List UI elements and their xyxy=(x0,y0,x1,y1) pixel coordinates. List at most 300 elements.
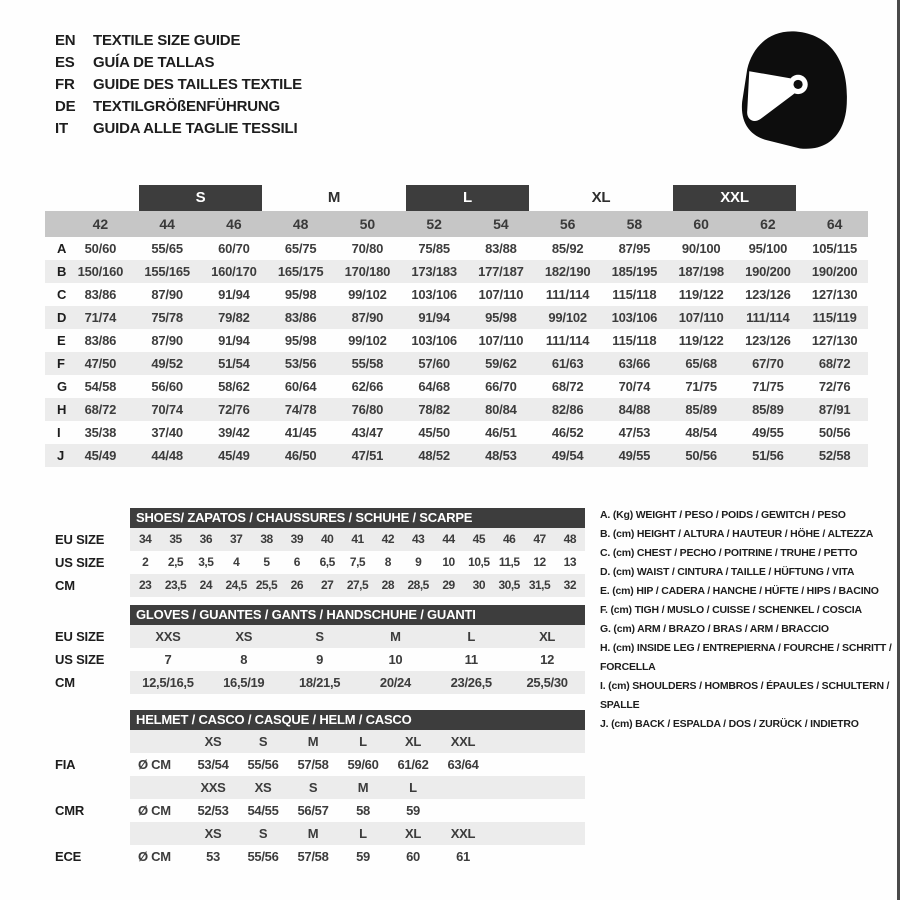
size-value-cell: 20/24 xyxy=(379,675,411,690)
size-value-cell: 35 xyxy=(169,532,182,546)
size-value-cell: 95/98 xyxy=(284,333,317,348)
diameter-unit-cell: Ø CM xyxy=(138,757,171,772)
size-value-cell: 160/170 xyxy=(211,264,257,279)
size-value-cell: 44 xyxy=(442,532,455,546)
size-value-cell: 48/53 xyxy=(485,448,517,463)
size-value-cell: 185/195 xyxy=(611,264,658,279)
size-value-cell: 45/49 xyxy=(84,448,117,463)
size-column-header: 44 xyxy=(159,216,175,232)
shoes-row-label: CM xyxy=(55,578,75,593)
corner-cell xyxy=(45,211,67,237)
size-value-cell: 6 xyxy=(293,555,300,569)
size-value-cell: 173/183 xyxy=(411,264,457,279)
size-value-cell: 70/74 xyxy=(618,379,651,394)
size-value-cell: 91/94 xyxy=(218,333,250,348)
helmet-size-cell: XL xyxy=(404,826,421,841)
row-label: G xyxy=(57,379,67,394)
helmet-value-cell: 59 xyxy=(356,849,370,864)
row-label: C xyxy=(57,287,67,302)
size-value-cell: 65/68 xyxy=(685,356,717,371)
size-value-cell: 63/66 xyxy=(618,356,651,371)
size-value-cell: 83/86 xyxy=(84,333,117,348)
size-value-cell: 42 xyxy=(381,532,394,546)
size-value-cell: 155/165 xyxy=(144,264,190,279)
unit-cell xyxy=(130,822,188,845)
size-value-cell: 48 xyxy=(563,532,576,546)
size-value-cell: 79/82 xyxy=(218,310,250,325)
helmet-value-cell: 55/56 xyxy=(247,849,279,864)
row-label: A xyxy=(57,241,67,256)
size-value-cell: 43/47 xyxy=(351,425,384,440)
size-value-cell: 46 xyxy=(502,532,516,546)
size-value-cell: 127/130 xyxy=(811,333,858,348)
size-value-cell: 111/114 xyxy=(746,310,790,325)
helmet-value-cell: 55/56 xyxy=(247,757,279,772)
helmet-size-cell: S xyxy=(258,734,268,749)
guide-title: GUIDE DES TAILLES TEXTILE xyxy=(93,76,302,93)
size-value-cell: 84/88 xyxy=(618,402,651,417)
size-column-header: 52 xyxy=(426,216,442,232)
size-value-cell: 31,5 xyxy=(528,578,551,592)
size-value-cell: 34 xyxy=(138,532,152,546)
gloves-row xyxy=(55,671,585,694)
size-value-cell: 115/118 xyxy=(612,333,657,348)
size-value-cell: 39/42 xyxy=(218,425,250,440)
diameter-unit-cell: Ø CM xyxy=(138,849,171,864)
size-value-cell: 83/86 xyxy=(84,287,117,302)
helmet-size-labels xyxy=(130,822,585,845)
size-value-cell: 36 xyxy=(199,532,212,546)
helmet-size-cell: XS xyxy=(254,780,272,795)
size-value-cell: 2 xyxy=(142,555,149,569)
helmet-size-cell: M xyxy=(357,780,369,795)
size-value-cell: 70/80 xyxy=(351,241,384,256)
helmet-size-cell: XXL xyxy=(450,826,476,841)
guide-title: GUÍA DE TALLAS xyxy=(93,54,215,71)
helmet-sizes-row-fia xyxy=(55,730,585,753)
size-value-cell: 49/54 xyxy=(551,448,584,463)
gloves-row xyxy=(55,625,585,648)
size-value-cell: 30 xyxy=(472,578,485,592)
helmet-value-cell: 53/54 xyxy=(197,757,229,772)
helmet-sizes-row-ece xyxy=(55,822,585,845)
size-value-cell: 190/200 xyxy=(811,264,858,279)
size-value-cell: 90/100 xyxy=(681,241,721,256)
size-value-cell: 50/60 xyxy=(84,241,117,256)
helmet-value-cell xyxy=(438,799,488,822)
size-value-cell: 64/68 xyxy=(418,379,450,394)
size-value-cell: XL xyxy=(539,629,556,644)
size-value-cell: 72/76 xyxy=(818,379,851,394)
measurement-row-c xyxy=(45,283,868,306)
size-value-cell: 107/110 xyxy=(478,333,524,348)
gloves-size-table xyxy=(55,605,585,694)
size-number-header-row xyxy=(45,211,868,237)
size-value-cell: 107/110 xyxy=(678,310,724,325)
size-value-cell: 60/70 xyxy=(218,241,250,256)
size-value-cell: 83/88 xyxy=(485,241,517,256)
unit-cell xyxy=(130,730,188,753)
size-value-cell: 103/106 xyxy=(411,287,457,302)
gloves-values xyxy=(130,671,585,694)
size-value-cell: 91/94 xyxy=(218,287,250,302)
measurement-rows xyxy=(45,237,868,467)
size-value-cell: S xyxy=(315,629,324,644)
size-value-cell: 62/66 xyxy=(351,379,384,394)
helmet-value-cell: 57/58 xyxy=(297,757,329,772)
filler-cell xyxy=(488,822,585,845)
size-value-cell: 123/126 xyxy=(745,333,791,348)
size-value-cell: 10,5 xyxy=(468,555,490,569)
size-value-cell: 9 xyxy=(316,652,324,667)
filler-cell xyxy=(488,730,585,753)
shoes-row-label: US SIZE xyxy=(55,555,105,570)
size-value-cell: 119/122 xyxy=(678,287,724,302)
size-value-cell: 85/89 xyxy=(752,402,784,417)
measurement-row-i xyxy=(45,421,868,444)
size-band-l: L xyxy=(406,185,530,211)
helmet-value-cell: 60 xyxy=(406,849,420,864)
measurement-row-a xyxy=(45,237,868,260)
size-value-cell: 87/91 xyxy=(818,402,851,417)
size-value-cell: 7 xyxy=(164,652,172,667)
size-value-cell: XXS xyxy=(155,629,181,644)
size-column-header: 64 xyxy=(826,216,843,232)
shoes-values xyxy=(130,551,585,574)
size-value-cell: 182/190 xyxy=(544,264,591,279)
helmet-size-labels xyxy=(130,776,585,799)
helmet-value-cell: 54/55 xyxy=(247,803,279,818)
size-value-cell: 53/56 xyxy=(284,356,317,371)
shoes-row-label: EU SIZE xyxy=(55,532,105,547)
helmet-standard-label: ECE xyxy=(55,849,82,864)
size-value-cell: 10 xyxy=(388,652,403,667)
row-label: E xyxy=(57,333,66,348)
helmet-size-cell: M xyxy=(307,734,319,749)
helmet-values-row-fia xyxy=(55,753,585,776)
size-value-cell: 3,5 xyxy=(198,555,214,569)
helmet-size-labels xyxy=(130,730,585,753)
size-value-cell: 170/180 xyxy=(344,264,391,279)
diameter-unit-cell: Ø CM xyxy=(138,803,171,818)
size-value-cell: 8 xyxy=(240,652,248,667)
helmet-size-cell: XXL xyxy=(450,734,476,749)
size-value-cell: 76/80 xyxy=(351,402,384,417)
legend-item: A. (Kg) WEIGHT / PESO / POIDS / GEWITCH / PESO xyxy=(600,509,846,521)
size-value-cell: 115/118 xyxy=(612,287,657,302)
size-value-cell: 78/82 xyxy=(418,402,450,417)
size-value-cell: 70/74 xyxy=(151,402,183,417)
shoes-row xyxy=(55,574,585,597)
size-value-cell: 48/52 xyxy=(418,448,450,463)
size-value-cell: 99/102 xyxy=(348,287,387,302)
size-value-cell: 74/78 xyxy=(284,402,317,417)
helmet-size-cell: M xyxy=(307,826,319,841)
size-value-cell: 9 xyxy=(415,555,422,569)
size-value-cell: 51/54 xyxy=(218,356,250,371)
helmet-size-cell: L xyxy=(359,826,367,841)
size-value-cell: 7,5 xyxy=(349,555,366,569)
size-value-cell: 28 xyxy=(381,578,394,592)
language-code: DE xyxy=(55,98,76,115)
helmet-table-title: HELMET / CASCO / CASQUE / HELM / CASCO xyxy=(130,710,585,730)
size-value-cell: 47 xyxy=(533,532,546,546)
size-value-cell: 23/26,5 xyxy=(450,675,492,690)
size-value-cell: 150/160 xyxy=(77,264,124,279)
gloves-row-label: EU SIZE xyxy=(55,629,105,644)
size-value-cell: 59/62 xyxy=(485,356,517,371)
helmet-values-row-ece xyxy=(55,845,585,868)
size-value-cell: 99/102 xyxy=(548,310,587,325)
size-value-cell: 99/102 xyxy=(348,333,387,348)
measurement-row-g xyxy=(45,375,868,398)
language-code: FR xyxy=(55,76,75,93)
size-value-cell: 187/198 xyxy=(678,264,724,279)
size-value-cell: 26 xyxy=(290,578,303,592)
size-value-cell: 49/55 xyxy=(752,425,784,440)
size-value-cell: 61/63 xyxy=(551,356,584,371)
size-value-cell: 95/98 xyxy=(284,287,317,302)
size-value-cell: 13 xyxy=(563,555,576,569)
gloves-table-title: GLOVES / GUANTES / GANTS / HANDSCHUHE / GUANTI xyxy=(130,605,585,625)
size-value-cell: 29 xyxy=(442,578,455,592)
helmet-size-cell: S xyxy=(308,780,318,795)
helmet-size-cell: XS xyxy=(204,734,222,749)
language-code: IT xyxy=(55,120,68,137)
size-value-cell: M xyxy=(390,629,401,644)
size-band-m: M xyxy=(327,189,341,206)
measurement-row-d xyxy=(45,306,868,329)
size-value-cell: 111/114 xyxy=(545,287,590,302)
size-value-cell: 39 xyxy=(290,532,303,546)
size-column-header: 42 xyxy=(92,216,109,232)
size-value-cell: 127/130 xyxy=(811,287,858,302)
helmet-standard-values xyxy=(130,845,585,868)
helmet-sizes-row-cmr xyxy=(55,776,585,799)
row-label: J xyxy=(57,448,65,463)
helmet-standard-label: CMR xyxy=(55,803,85,818)
size-value-cell: 45/50 xyxy=(418,425,450,440)
size-band-xxl: XXL xyxy=(673,185,797,211)
size-value-cell: 72/76 xyxy=(218,402,250,417)
size-column-header: 58 xyxy=(626,216,643,232)
size-value-cell: 91/94 xyxy=(418,310,450,325)
gloves-values xyxy=(130,648,585,671)
size-value-cell: 55/58 xyxy=(351,356,384,371)
helmet-value-cell: 56/57 xyxy=(297,803,329,818)
size-value-cell: 85/92 xyxy=(551,241,584,256)
size-value-cell: 27,5 xyxy=(346,578,369,592)
helmet-value-cell: 63/64 xyxy=(447,757,479,772)
helmet-size-cell: L xyxy=(409,780,417,795)
size-value-cell: 11 xyxy=(464,652,478,667)
size-value-cell: 83/86 xyxy=(284,310,317,325)
shoes-row xyxy=(55,528,585,551)
size-value-cell: 8 xyxy=(384,555,391,569)
size-value-cell: 5 xyxy=(263,555,270,569)
helmet-value-cell: 61/62 xyxy=(397,757,429,772)
size-value-cell: 25,5 xyxy=(255,578,278,592)
size-column-header: 62 xyxy=(760,216,776,232)
size-value-cell: 35/38 xyxy=(84,425,117,440)
size-value-cell: 45/49 xyxy=(218,448,250,463)
measurement-row-e xyxy=(45,329,868,352)
size-value-cell: 87/90 xyxy=(151,333,183,348)
row-label: B xyxy=(57,264,67,279)
size-value-cell: 25,5/30 xyxy=(526,675,568,690)
filler-cell xyxy=(488,776,585,799)
helmet-size-cell: XL xyxy=(404,734,421,749)
size-value-cell: 27 xyxy=(320,578,334,592)
size-value-cell: 66/70 xyxy=(485,379,517,394)
helmet-size-cell: XS xyxy=(204,826,222,841)
size-band-xl: XL xyxy=(591,189,611,206)
size-value-cell: 115/119 xyxy=(812,310,857,325)
size-value-cell: 105/115 xyxy=(812,241,858,256)
size-value-cell: 41 xyxy=(351,532,364,546)
helmet-row-label xyxy=(55,822,130,845)
size-value-cell: 68/72 xyxy=(84,402,117,417)
size-value-cell: L xyxy=(467,629,476,644)
size-value-cell: 12,5/16,5 xyxy=(142,675,194,690)
measurement-row-f xyxy=(45,352,868,375)
size-value-cell: 67/70 xyxy=(752,356,784,371)
size-value-cell: 45 xyxy=(472,532,485,546)
size-value-cell: 4 xyxy=(233,555,240,569)
measurement-row-h xyxy=(45,398,868,421)
size-column-header: 60 xyxy=(693,216,709,232)
shoes-table-title: SHOES/ ZAPATOS / CHAUSSURES / SCHUHE / SCARPE xyxy=(130,508,585,528)
size-value-cell: 119/122 xyxy=(678,333,724,348)
helmet-standard-values xyxy=(130,799,585,822)
size-value-cell: 46/52 xyxy=(551,425,584,440)
legend-item: G. (cm) ARM / BRAZO / BRAS / ARM / BRACCIO xyxy=(600,623,829,635)
filler-cell xyxy=(488,799,585,822)
unit-cell xyxy=(130,776,188,799)
filler-cell xyxy=(488,753,585,776)
legend-item: F. (cm) TIGH / MUSLO / CUISSE / SCHENKEL / COSCIA xyxy=(600,604,862,616)
accessory-size-tables xyxy=(55,508,585,868)
language-code: EN xyxy=(55,32,76,49)
legend-item: I. (cm) SHOULDERS / HOMBROS / ÉPAULES / SCHULTERN / SPALLE xyxy=(600,680,890,711)
size-value-cell: 95/100 xyxy=(748,241,788,256)
size-value-cell: 56/60 xyxy=(151,379,183,394)
size-value-cell: 44/48 xyxy=(151,448,183,463)
size-value-cell: 30,5 xyxy=(498,578,520,592)
size-value-cell: 95/98 xyxy=(485,310,517,325)
size-value-cell: 65/75 xyxy=(284,241,317,256)
legend-item: D. (cm) WAIST / CINTURA / TAILLE / HÜFTUNG / VITA xyxy=(600,566,855,578)
size-value-cell: 10 xyxy=(442,555,455,569)
size-value-cell: 37/40 xyxy=(151,425,183,440)
size-value-cell: 51/56 xyxy=(752,448,784,463)
language-code: ES xyxy=(55,54,75,71)
size-value-cell: 107/110 xyxy=(478,287,524,302)
legend-item: H. (cm) INSIDE LEG / ENTREPIERNA / FOURCHE / SCHRITT / FORCELLA xyxy=(600,642,892,673)
legend-item: J. (cm) BACK / ESPALDA / DOS / ZURÜCK / INDIETRO xyxy=(600,718,859,730)
size-value-cell: 85/89 xyxy=(685,402,717,417)
size-value-cell: 46/50 xyxy=(284,448,317,463)
helmet-value-cell: 58 xyxy=(356,803,370,818)
size-value-cell: 11,5 xyxy=(498,555,520,569)
size-value-cell: 123/126 xyxy=(745,287,791,302)
shoes-values xyxy=(130,574,585,597)
helmet-row-label xyxy=(55,730,130,753)
size-value-cell: 57/60 xyxy=(418,356,450,371)
size-value-cell: 71/74 xyxy=(84,310,117,325)
shoes-values xyxy=(130,528,585,551)
size-value-cell: XS xyxy=(235,629,253,644)
helmet-value-cell: 59 xyxy=(406,803,420,818)
size-band-s: S xyxy=(139,185,263,211)
size-column-header: 48 xyxy=(292,216,309,232)
size-value-cell: 37 xyxy=(229,532,243,546)
size-value-cell: 48/54 xyxy=(685,425,717,440)
size-column-header: 46 xyxy=(226,216,242,232)
size-value-cell: 165/175 xyxy=(277,264,324,279)
size-value-cell: 40 xyxy=(320,532,334,546)
gloves-row-label: US SIZE xyxy=(55,652,105,667)
size-value-cell: 47/51 xyxy=(351,448,384,463)
size-value-cell: 75/78 xyxy=(151,310,183,325)
size-value-cell: 52/58 xyxy=(818,448,851,463)
size-value-cell: 50/56 xyxy=(685,448,717,463)
size-value-cell: 58/62 xyxy=(218,379,250,394)
helmet-value-cell: 52/53 xyxy=(197,803,229,818)
guide-title: GUIDA ALLE TAGLIE TESSILI xyxy=(93,120,298,137)
size-value-cell: 23,5 xyxy=(164,578,187,592)
size-value-cell: 38 xyxy=(260,532,273,546)
size-value-cell: 54/58 xyxy=(84,379,117,394)
size-value-cell: 190/200 xyxy=(745,264,791,279)
gloves-values xyxy=(130,625,585,648)
racing-helmet-icon xyxy=(733,26,855,154)
size-value-cell: 47/53 xyxy=(618,425,651,440)
size-value-cell: 111/114 xyxy=(545,333,590,348)
size-value-cell: 55/65 xyxy=(151,241,183,256)
size-value-cell: 71/75 xyxy=(685,379,717,394)
size-value-cell: 80/84 xyxy=(485,402,517,417)
row-label: H xyxy=(57,402,67,417)
helmet-size-table xyxy=(55,710,585,868)
size-value-cell: 24 xyxy=(199,578,212,592)
size-value-cell: 103/106 xyxy=(611,310,658,325)
helmet-standard-label: FIA xyxy=(55,757,76,772)
size-value-cell: 28,5 xyxy=(407,578,429,592)
shoes-row xyxy=(55,551,585,574)
helmet-values-row-cmr xyxy=(55,799,585,822)
size-value-cell: 47/50 xyxy=(84,356,117,371)
measurement-row-j xyxy=(45,444,868,467)
size-value-cell: 71/75 xyxy=(752,379,784,394)
size-value-cell: 6,5 xyxy=(319,555,335,569)
language-title-list xyxy=(55,30,302,140)
row-label: D xyxy=(57,310,67,325)
helmet-size-cell: XXS xyxy=(200,780,226,795)
row-label: F xyxy=(57,356,65,371)
gloves-row-label: CM xyxy=(55,675,75,690)
gloves-row xyxy=(55,648,585,671)
size-value-cell: 68/72 xyxy=(551,379,584,394)
row-label: I xyxy=(57,425,61,440)
size-value-cell: 68/72 xyxy=(818,356,851,371)
size-value-cell: 87/95 xyxy=(618,241,651,256)
size-value-cell: 75/85 xyxy=(418,241,450,256)
helmet-standard-values xyxy=(130,753,585,776)
helmet-size-cell xyxy=(438,776,488,799)
helmet-size-cell: S xyxy=(258,826,268,841)
size-band-row xyxy=(45,185,868,211)
